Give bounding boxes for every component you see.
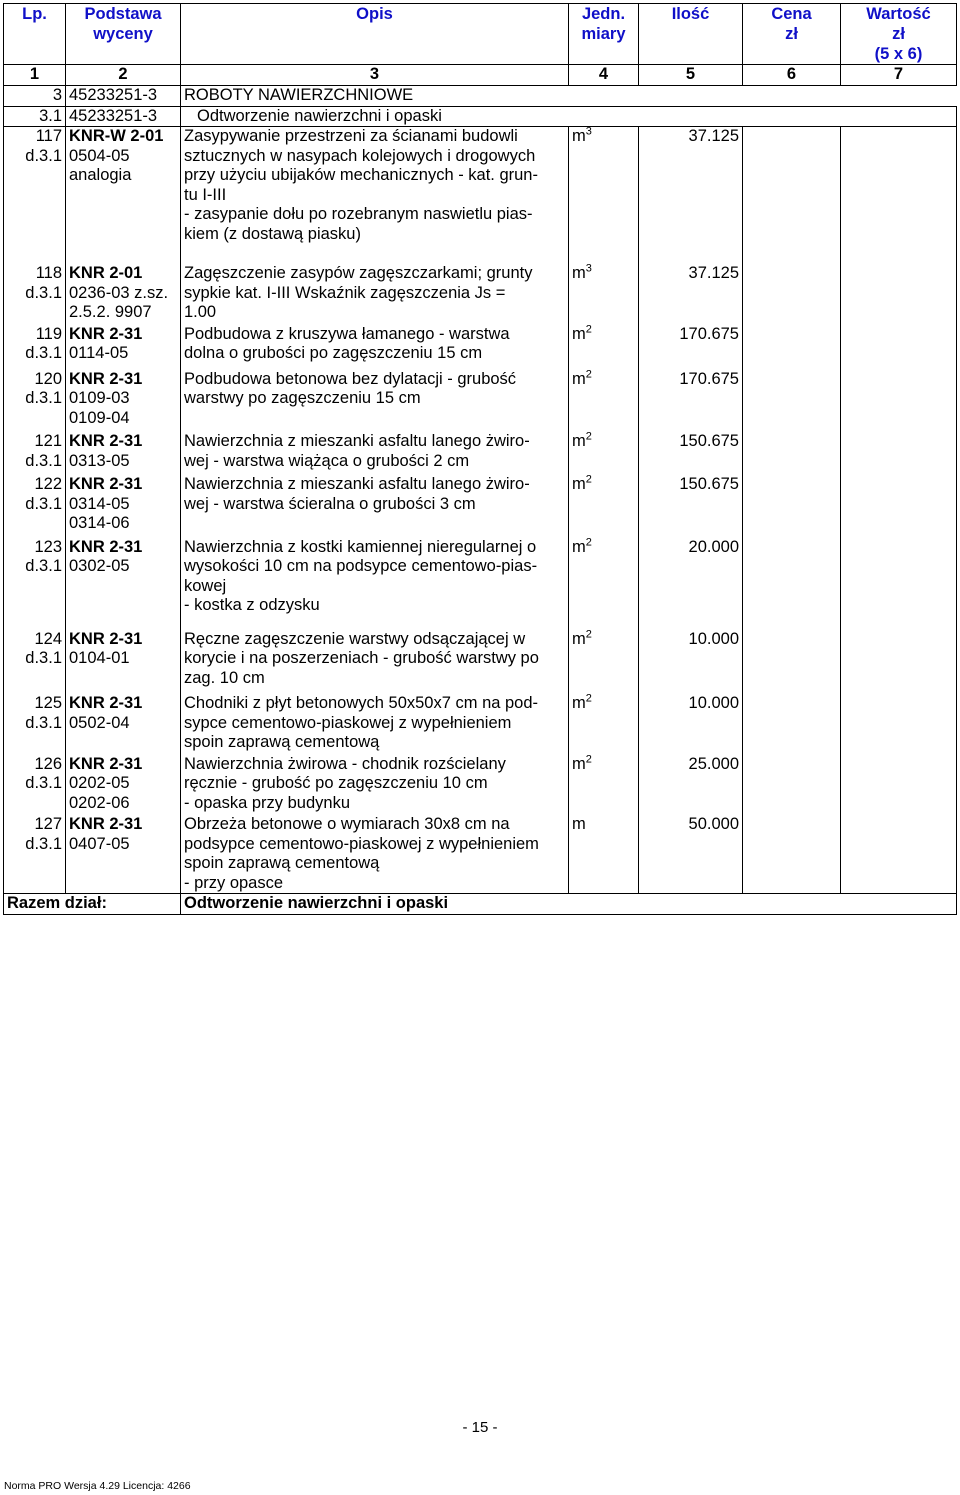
header-row [4,4,957,65]
item-desc-line: 1.00 [184,303,217,321]
item-qty: 10.000 [639,694,743,755]
column-number-row [4,65,957,86]
item-lp-line: 124 [34,629,62,648]
item-desc-line: wysokości 10 cm na podsypce cementowo-pias- [184,557,538,575]
item-qty: 170.675 [639,325,743,370]
item-lp-line: d.3.1 [25,557,62,575]
item-desc [181,815,569,894]
item-qty: 170.675 [639,370,743,433]
item-lp-line: 120 [34,369,62,388]
item-base [66,432,181,475]
colnum: 7 [841,65,957,86]
item-lp-line: 126 [34,754,62,773]
item-desc-line: warstwy po zagęszczeniu 15 cm [184,389,421,407]
item-price [743,815,841,894]
item-unit: $m^2$ [569,538,639,630]
item-base-line: KNR 2-31 [69,475,143,493]
item-base-line: 0407-05 [69,834,130,853]
item-lp-line: d.3.1 [25,774,62,792]
item-qty: 25.000 [639,755,743,816]
item-base-line: 0104-01 [69,649,130,667]
item-value [841,755,957,816]
item-base [66,755,181,816]
item-desc-line: Nawierzchnia żwirowa - chodnik rozścielany [184,754,506,773]
item-desc [181,127,569,265]
item-desc-line: sztucznych w nasypach kolejowych i drogowych [184,146,536,165]
item-lp-line: d.3.1 [25,494,62,513]
header-value: Wartość zł (5 x 6) [841,4,957,65]
item-desc-line: sypce cementowo-piaskowej z wypełnieniem [184,713,512,732]
item-desc-line: - przy opasce [184,873,284,892]
item-row [4,815,957,894]
item-desc-line: wej - warstwa ścieralna o grubości 3 cm [184,494,476,513]
item-base-line: 0313-05 [69,451,130,470]
item-base-line: KNR 2-31 [69,815,143,833]
section-row [4,86,957,107]
item-desc [181,630,569,695]
item-qty: 50.000 [639,815,743,894]
header-unit: Jedn. miary [569,4,639,65]
item-desc [181,538,569,630]
colnum: 4 [569,65,639,86]
item-desc [181,475,569,538]
item-desc-line: sypkie kat. I-III Wskaźnik zagęszczenia Js = [184,283,506,302]
item-base-line: KNR 2-31 [69,324,143,343]
section-lp: 3 [4,86,66,107]
item-row [4,538,957,630]
item-qty: 20.000 [639,538,743,630]
item-qty: 37.125 [639,264,743,325]
item-base [66,475,181,538]
item-qty: 10.000 [639,630,743,695]
item-row [4,630,957,695]
item-lp [4,432,66,475]
item-lp-line: 123 [34,537,62,556]
item-desc [181,264,569,325]
item-qty: 150.675 [639,475,743,538]
item-desc-line: Ręczne zagęszczenie warstwy odsączającej w [184,629,526,648]
total-row [4,894,957,915]
header-lp: Lp. [4,4,66,65]
colnum: 2 [66,65,181,86]
item-unit: $m^2$ [569,630,639,695]
item-desc-line: Nawierzchnia z mieszanki asfaltu lanego żwiro- [184,475,530,493]
item-lp [4,127,66,265]
item-unit: $m^2$ [569,755,639,816]
item-base-line: KNR 2-31 [69,432,143,450]
item-lp [4,538,66,630]
item-desc-line: - kostka z odzysku [184,596,320,614]
item-desc-line: podsypce cementowo-piaskowej z wypełnieniem [184,834,539,853]
section-title: Odtworzenie nawierzchni i opaski [181,106,957,127]
item-base-line: 0236-03 z.sz. [69,283,169,302]
item-base-line: 0202-06 [69,793,130,812]
item-lp-line: d.3.1 [25,344,62,362]
item-row [4,325,957,370]
item-unit: $m^2$ [569,325,639,370]
total-label: Razem dział: [4,894,181,915]
item-desc-line: Obrzeża betonowe o wymiarach 30x8 cm na [184,815,510,833]
colnum: 1 [4,65,66,86]
item-price [743,370,841,433]
item-lp-line: d.3.1 [25,834,62,853]
header-price: Cena zł [743,4,841,65]
item-base [66,370,181,433]
item-lp [4,630,66,695]
header-desc: Opis [181,4,569,65]
item-unit: m [569,815,639,894]
item-base [66,630,181,695]
item-price [743,630,841,695]
item-base-line: KNR 2-31 [69,537,143,556]
item-value [841,325,957,370]
item-lp-line: d.3.1 [25,389,62,407]
item-price [743,538,841,630]
item-base-line: 0314-05 [69,494,130,513]
cost-table [3,3,957,915]
header-base: Podstawa wyceny [66,4,181,65]
item-unit: $m^2$ [569,694,639,755]
item-base-line: KNR-W 2-01 [69,127,164,145]
item-base-line: KNR 2-01 [69,264,143,282]
item-base [66,264,181,325]
item-lp [4,264,66,325]
item-desc [181,755,569,816]
item-base-line: 0202-05 [69,774,130,792]
item-lp [4,475,66,538]
item-desc-line: spoin zaprawą cementową [184,854,380,872]
item-price [743,694,841,755]
item-base-line: KNR 2-31 [69,694,143,712]
item-qty: 150.675 [639,432,743,475]
item-lp-line: 117 [35,127,62,145]
item-base-line: 0504-05 [69,146,130,165]
item-lp [4,694,66,755]
item-value [841,694,957,755]
item-lp-line: 119 [35,324,62,343]
item-desc-line: - opaska przy budynku [184,793,351,812]
item-desc-line: spoin zaprawą cementową [184,733,380,751]
item-lp-line: 125 [34,694,62,712]
item-lp-line: d.3.1 [25,283,62,302]
item-desc-line: tu I-III [184,185,227,204]
item-desc [181,370,569,433]
item-row [4,475,957,538]
item-base-line: 2.5.2. 9907 [69,303,152,321]
item-value [841,815,957,894]
item-lp-line: d.3.1 [25,146,62,165]
item-price [743,432,841,475]
item-desc-line: Zagęszczenie zasypów zagęszczarkami; grunty [184,264,533,282]
item-qty: 37.125 [639,127,743,265]
item-value [841,538,957,630]
item-desc-line: przy użyciu ubijaków mechanicznych - kat. grun- [184,166,538,184]
item-lp [4,815,66,894]
item-desc-line: dolna o grubości po zagęszczeniu 15 cm [184,344,483,362]
item-row [4,432,957,475]
item-lp [4,325,66,370]
item-value [841,630,957,695]
item-lp-line: d.3.1 [25,649,62,667]
item-desc-line: Podbudowa z kruszywa łamanego - warstwa [184,324,510,343]
item-lp-line: 122 [34,475,62,493]
item-desc [181,694,569,755]
item-base-line: analogia [69,166,132,184]
section-code: 45233251-3 [66,86,181,107]
item-base [66,538,181,630]
item-value [841,432,957,475]
colnum: 6 [743,65,841,86]
item-base-line: KNR 2-31 [69,369,143,388]
section-lp: 3.1 [4,106,66,127]
item-desc-line: korycie i na poszerzeniach - grubość warstwy po [184,649,539,667]
item-base [66,127,181,265]
item-price [743,264,841,325]
item-value [841,370,957,433]
item-desc-line: Chodniki z płyt betonowych 50x50x7 cm na pod- [184,694,539,712]
item-row [4,264,957,325]
item-unit: $m^2$ [569,432,639,475]
section-title: ROBOTY NAWIERZCHNIOWE [181,86,957,107]
item-lp-line: d.3.1 [25,713,62,732]
item-row [4,755,957,816]
page-number: - 15 - [462,1419,498,1436]
item-base-line: KNR 2-31 [69,629,143,648]
item-desc-line: Nawierzchnia z kostki kamiennej nieregularnej o [184,537,537,556]
item-desc-line: - zasypanie dołu po rozebranym naswietlu pias- [184,205,533,223]
item-lp-line: 118 [35,264,62,282]
item-lp [4,755,66,816]
item-desc-line: Podbudowa betonowa bez dylatacji - grubość [184,369,517,388]
item-base-line: 0314-06 [69,514,130,532]
item-price [743,325,841,370]
item-unit: $m^3$ [569,264,639,325]
item-lp-line: d.3.1 [25,451,62,470]
item-desc-line: kiem (z dostawą piasku) [184,224,361,243]
item-row [4,127,957,265]
item-value [841,475,957,538]
item-desc [181,325,569,370]
item-price [743,755,841,816]
item-row [4,694,957,755]
total-title: Odtworzenie nawierzchni i opaski [181,894,957,915]
item-lp-line: 121 [34,432,62,450]
item-base-line: 0502-04 [69,713,130,732]
header-qty: Ilość [639,4,743,65]
item-row [4,370,957,433]
subsection-row [4,106,957,127]
item-base-line: 0109-04 [69,408,130,427]
item-value [841,127,957,265]
item-unit: $m^3$ [569,127,639,265]
section-code: 45233251-3 [66,106,181,127]
item-base-line: KNR 2-31 [69,754,143,773]
item-desc-line: kowej [184,576,227,595]
item-value [841,264,957,325]
item-base [66,694,181,755]
item-desc [181,432,569,475]
item-desc-line: ręcznie - grubość po zagęszczeniu 10 cm [184,774,488,792]
item-base-line: 0114-05 [69,344,129,362]
item-unit: $m^2$ [569,475,639,538]
colnum: 5 [639,65,743,86]
item-desc-line: Zasypywanie przestrzeni za ścianami budowli [184,127,518,145]
item-base [66,325,181,370]
item-lp [4,370,66,433]
item-lp-line: 127 [34,815,62,833]
colnum: 3 [181,65,569,86]
item-price [743,475,841,538]
item-desc-line: wej - warstwa wiążąca o grubości 2 cm [184,451,470,470]
item-desc-line: Nawierzchnia z mieszanki asfaltu lanego żwiro- [184,432,530,450]
item-price [743,127,841,265]
item-desc-line: zag. 10 cm [184,668,265,687]
software-footer: Norma PRO Wersja 4.29 Licencja: 4266 [4,1480,191,1492]
item-base [66,815,181,894]
item-unit: $m^2$ [569,370,639,433]
item-base-line: 0109-03 [69,389,130,407]
item-base-line: 0302-05 [69,557,130,575]
